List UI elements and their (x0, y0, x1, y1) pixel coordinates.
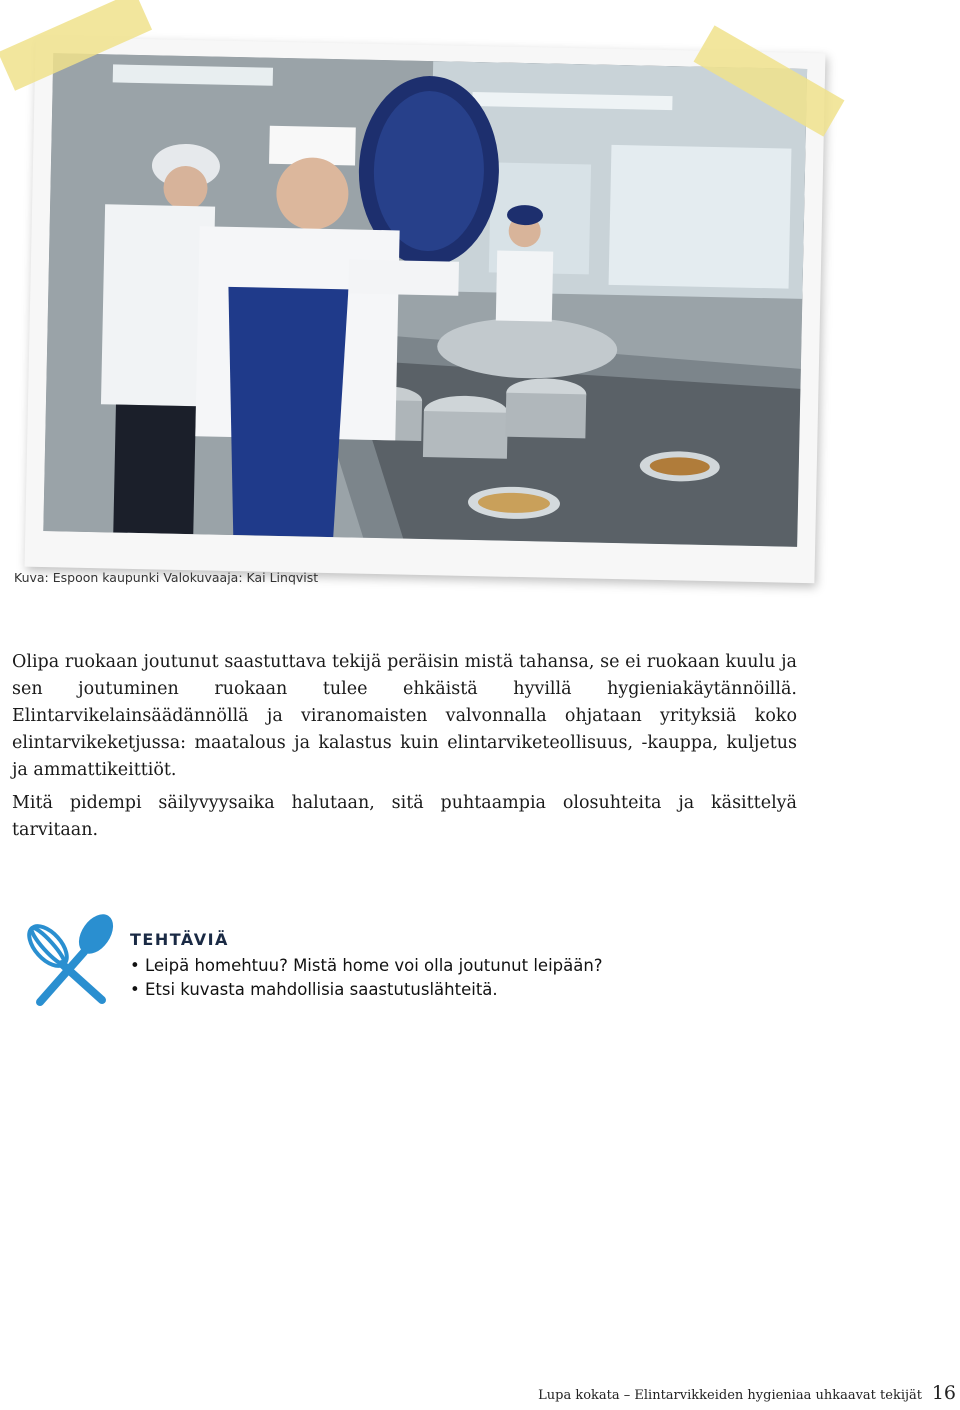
whisk-spoon-icon (14, 914, 119, 1009)
photo-caption: Kuva: Espoon kaupunki Valokuvaaja: Kai Linqvist (14, 570, 319, 585)
task-box (14, 914, 914, 1024)
task-item: • Leipä homehtuu? Mistä home voi olla joutunut leipään? (130, 954, 603, 978)
kitchen-illustration (43, 53, 807, 547)
kitchen-photo (43, 53, 807, 547)
task-list (130, 954, 603, 1002)
page-number: 16 (931, 1382, 956, 1404)
photo-frame (25, 37, 826, 583)
body-paragraph-1: Olipa ruokaan joutunut saastuttava tekijä peräisin mistä tahansa, se ei ruokaan kuulu ja sen joutuminen ruokaan tulee ehkäistä hyvillä hygieniakäytännöillä. Elintarvikelainsäädännöllä ja viranomaisten valvonnalla ohjataan yrityksiä koko elintarvikeketjussa: maatalous ja kalastus kuin elintarviketeollisuus, -kauppa, kuljetus ja ammattikeittiöt. (12, 652, 797, 780)
footer-text: Lupa kokata – Elintarvikkeiden hygieniaa uhkaavat tekijät (538, 1388, 922, 1403)
task-item: • Etsi kuvasta mahdollisia saastutuslähteitä. (130, 978, 603, 1002)
body-paragraph-2: Mitä pidempi säilyvyysaika halutaan, sitä puhtaampia olosuhteita ja käsittelyä tarvitaan. (12, 793, 797, 840)
task-title: TEHTÄVIÄ (130, 930, 229, 949)
